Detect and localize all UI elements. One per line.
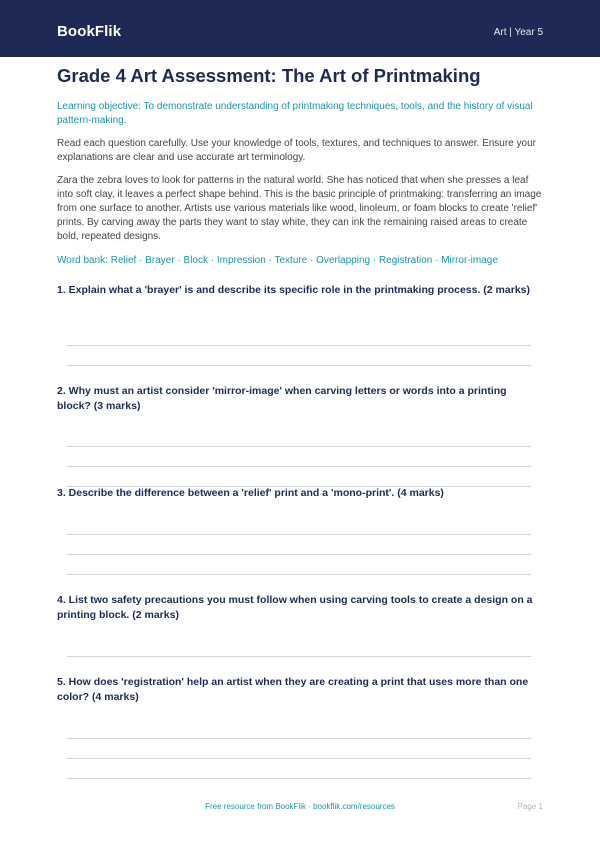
- word-bank: Word bank: Relief · Brayer · Block · Impression · Texture · Overlapping · Registration · Mirror-image: [57, 255, 498, 266]
- page-number: Page 1: [517, 802, 543, 811]
- answer-line[interactable]: [67, 446, 531, 447]
- subject-year-label: Art | Year 5: [493, 27, 543, 38]
- instructions-text: Read each question carefully. Use your knowledge of tools, textures, and techniques to answer. Ensure your explanations are clear and use accurate art terminology.: [57, 138, 536, 163]
- page-header: [0, 0, 600, 57]
- brand-logo: BookFlik: [57, 23, 122, 40]
- question-2: 2. Why must an artist consider 'mirror-image' when carving letters or words into a printing block? (3 marks): [57, 385, 507, 412]
- answer-line[interactable]: [67, 778, 531, 779]
- answer-line[interactable]: [67, 758, 531, 759]
- answer-line[interactable]: [67, 365, 531, 366]
- answer-line[interactable]: [67, 534, 531, 535]
- question-5: 5. How does 'registration' help an artist when they are creating a print that uses more than one color? (4 marks): [57, 676, 529, 703]
- page-title: Grade 4 Art Assessment: The Art of Printmaking: [57, 65, 481, 86]
- story-text: Zara the zebra loves to look for patterns in the natural world. She has noticed that when she presses a leaf into soft clay, it leaves a perfect shape behind. This is the basic principle of printmaking: transferring an image from one surface to another. Artists use various materials like wood, linoleum, or foam blocks to create 'relief' prints. By carving away the parts they want to stay white, they can ink the remaining raised areas to create bold, repeated designs.: [57, 175, 542, 242]
- learning-objective: Learning objective: To demonstrate understanding of printmaking techniques, tools, and the history of visual pattern-making.: [57, 101, 533, 126]
- answer-line[interactable]: [67, 574, 531, 575]
- answer-line[interactable]: [67, 554, 531, 555]
- answer-line[interactable]: [67, 738, 531, 739]
- question-3: 3. Describe the difference between a 'relief' print and a 'mono-print'. (4 marks): [57, 487, 444, 499]
- answer-line[interactable]: [67, 656, 531, 657]
- footer-resource-link[interactable]: Free resource from BookFlik · bookflik.com/resources: [205, 802, 395, 811]
- question-4: 4. List two safety precautions you must follow when using carving tools to create a design on a printing block. (2 marks): [57, 594, 533, 621]
- question-1: 1. Explain what a 'brayer' is and describe its specific role in the printmaking process. (2 marks): [57, 284, 530, 296]
- intro-section: [57, 64, 543, 268]
- answer-line[interactable]: [67, 466, 531, 467]
- answer-line[interactable]: [67, 345, 531, 346]
